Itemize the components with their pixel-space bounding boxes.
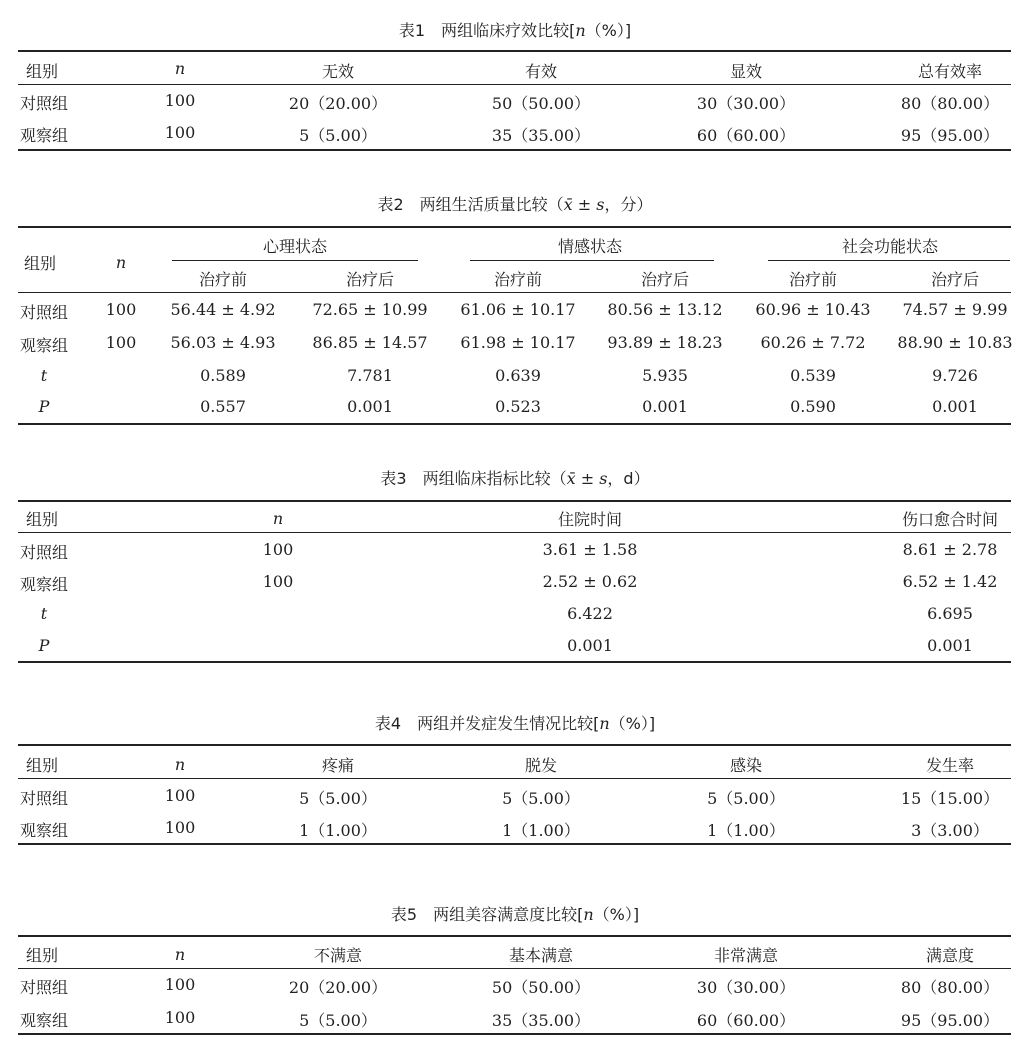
table2-cell: 0.639 — [495, 366, 541, 385]
table1-header-col: 无效 — [321, 62, 355, 81]
table2-row-label: t — [40, 366, 48, 385]
table2-cell: 0.589 — [200, 366, 246, 385]
table3-row-label: 对照组 — [20, 543, 69, 562]
table2-cell: 100 — [105, 300, 137, 319]
table2-cell: 61.06 ± 10.17 — [460, 300, 576, 319]
table2-sub-header: 治疗后 — [640, 270, 690, 289]
table4-top-rule — [18, 744, 1011, 746]
table5-cell: 20（20.00） — [288, 978, 388, 997]
table1-cell: 100 — [164, 123, 196, 142]
table2-cell: 0.557 — [200, 397, 246, 416]
table2-cell: 93.89 ± 18.23 — [607, 333, 723, 352]
table4-header-col: 疼痛 — [321, 756, 355, 775]
table4-cell: 3（3.00） — [911, 821, 989, 840]
table4-cell: 100 — [164, 818, 196, 837]
table5-cell: 80（80.00） — [900, 978, 1000, 997]
table4-bottom-rule — [18, 843, 1011, 845]
table3-cell: 0.001 — [567, 636, 613, 655]
table5-header-n: n — [174, 945, 186, 964]
table2-cell: 7.781 — [347, 366, 393, 385]
table2-cell: 74.57 ± 9.99 — [902, 300, 1008, 319]
table1-caption: 表1 两组临床疗效比较[n（%）] — [398, 21, 632, 40]
table2-header-n: n — [115, 253, 127, 272]
table2-cell: 56.44 ± 4.92 — [170, 300, 276, 319]
table4-header-col: 脱发 — [524, 756, 558, 775]
table4-cell: 1（1.00） — [707, 821, 785, 840]
table1-header-rule — [18, 84, 1011, 85]
table3-header-group: 组别 — [26, 510, 59, 529]
table2-cell: 0.539 — [790, 366, 836, 385]
table2-cell: 9.726 — [932, 366, 978, 385]
table5-row-label: 对照组 — [20, 978, 69, 997]
table2-cell: 0.001 — [642, 397, 688, 416]
table3-header-col: 住院时间 — [557, 510, 623, 529]
table4-header-group: 组别 — [26, 756, 59, 775]
table2-bottom-rule — [18, 423, 1011, 425]
table2-cell: 0.523 — [495, 397, 541, 416]
table5-cell: 100 — [164, 975, 196, 994]
table3-cell: 6.695 — [927, 604, 973, 623]
table2-header-group: 组别 — [24, 254, 57, 273]
table2-group-header: 心理状态 — [262, 237, 328, 256]
table3-cell: 100 — [262, 540, 294, 559]
table5-cell: 5（5.00） — [299, 1011, 377, 1030]
table4-row-label: 对照组 — [20, 789, 69, 808]
table2-cell: 0.590 — [790, 397, 836, 416]
table2-sub-header: 治疗前 — [788, 270, 838, 289]
table3-header-col: 伤口愈合时间 — [901, 510, 999, 529]
table4-cell: 5（5.00） — [502, 789, 580, 808]
table4-cell: 5（5.00） — [707, 789, 785, 808]
table2-caption: 表2 两组生活质量比较（x̄ ± s，分） — [377, 195, 653, 214]
table1-cell: 80（80.00） — [900, 94, 1000, 113]
table3-row-label: 观察组 — [20, 575, 69, 594]
table3-header-n: n — [272, 509, 284, 528]
table1-header-col: 显效 — [729, 62, 763, 81]
table2-group-header: 社会功能状态 — [841, 237, 939, 256]
table1-row-label: 观察组 — [20, 126, 69, 145]
table3-cell: 6.52 ± 1.42 — [902, 572, 998, 591]
table4-row-label: 观察组 — [20, 821, 69, 840]
table3-cell: 0.001 — [927, 636, 973, 655]
table5-row-label: 观察组 — [20, 1011, 69, 1030]
table3-caption: 表3 两组临床指标比较（x̄ ± s，d） — [380, 469, 650, 488]
table2-cell: 100 — [105, 333, 137, 352]
table3-row-label: t — [40, 604, 48, 623]
table5-header-col: 基本满意 — [508, 946, 574, 965]
table4-header-col: 发生率 — [925, 756, 975, 775]
table2-group-header: 情感状态 — [557, 237, 623, 256]
table2-group-underline — [470, 260, 714, 261]
table5-cell: 50（50.00） — [491, 978, 591, 997]
table1-row-label: 对照组 — [20, 94, 69, 113]
table2-row-label: 观察组 — [20, 336, 69, 355]
table2-header-rule — [18, 292, 1011, 293]
table2-sub-header: 治疗前 — [198, 270, 248, 289]
table1-cell: 20（20.00） — [288, 94, 388, 113]
table1-cell: 30（30.00） — [696, 94, 796, 113]
table2-cell: 86.85 ± 14.57 — [312, 333, 428, 352]
table2-cell: 0.001 — [347, 397, 393, 416]
table2-sub-header: 治疗前 — [493, 270, 543, 289]
table5-bottom-rule — [18, 1033, 1011, 1035]
table3-header-rule — [18, 532, 1011, 533]
table5-cell: 100 — [164, 1008, 196, 1027]
table4-header-n: n — [174, 755, 186, 774]
table4-cell: 5（5.00） — [299, 789, 377, 808]
table5-top-rule — [18, 935, 1011, 937]
table2-sub-header: 治疗后 — [345, 270, 395, 289]
table2-cell: 56.03 ± 4.93 — [170, 333, 276, 352]
table5-header-rule — [18, 968, 1011, 969]
table4-caption: 表4 两组并发症发生情况比较[n（%）] — [374, 714, 656, 733]
table2-row-label: P — [38, 397, 50, 416]
table2-sub-header: 治疗后 — [930, 270, 980, 289]
table3-cell: 8.61 ± 2.78 — [902, 540, 998, 559]
table5-header-col: 非常满意 — [713, 946, 779, 965]
table1-cell: 60（60.00） — [696, 126, 796, 145]
table1-header-col: 有效 — [524, 62, 558, 81]
table1-cell: 35（35.00） — [491, 126, 591, 145]
table5-cell: 95（95.00） — [900, 1011, 1000, 1030]
table2-cell: 0.001 — [932, 397, 978, 416]
table2-cell: 60.26 ± 7.72 — [760, 333, 866, 352]
table2-cell: 61.98 ± 10.17 — [460, 333, 576, 352]
table2-group-underline — [768, 260, 1010, 261]
table1-cell: 95（95.00） — [900, 126, 1000, 145]
table2-cell: 60.96 ± 10.43 — [755, 300, 871, 319]
table5-cell: 30（30.00） — [696, 978, 796, 997]
table1-cell: 5（5.00） — [299, 126, 377, 145]
table3-cell: 6.422 — [567, 604, 613, 623]
table4-cell: 15（15.00） — [900, 789, 1000, 808]
table4-cell: 100 — [164, 786, 196, 805]
table2-group-underline — [172, 260, 418, 261]
table5-cell: 35（35.00） — [491, 1011, 591, 1030]
table5-header-col: 满意度 — [925, 946, 975, 965]
table3-top-rule — [18, 500, 1011, 502]
table3-cell: 100 — [262, 572, 294, 591]
table2-row-label: 对照组 — [20, 303, 69, 322]
table3-row-label: P — [38, 636, 50, 655]
table3-cell: 2.52 ± 0.62 — [542, 572, 638, 591]
table5-header-col: 不满意 — [313, 946, 363, 965]
table4-cell: 1（1.00） — [502, 821, 580, 840]
table2-top-rule — [18, 226, 1011, 228]
table2-cell: 72.65 ± 10.99 — [312, 300, 428, 319]
table4-header-rule — [18, 778, 1011, 779]
table1-cell: 100 — [164, 91, 196, 110]
table5-cell: 60（60.00） — [696, 1011, 796, 1030]
table1-header-col: 总有效率 — [917, 62, 983, 81]
table1-bottom-rule — [18, 149, 1011, 151]
table5-caption: 表5 两组美容满意度比较[n（%）] — [390, 905, 640, 924]
table4-cell: 1（1.00） — [299, 821, 377, 840]
table3-bottom-rule — [18, 661, 1011, 663]
table4-header-col: 感染 — [729, 756, 763, 775]
table1-cell: 50（50.00） — [491, 94, 591, 113]
table5-header-group: 组别 — [26, 946, 59, 965]
table1-header-group: 组别 — [26, 62, 59, 81]
table2-cell: 80.56 ± 13.12 — [607, 300, 723, 319]
table2-cell: 5.935 — [642, 366, 688, 385]
table1-top-rule — [18, 50, 1011, 52]
table1-header-n: n — [174, 59, 186, 78]
table3-cell: 3.61 ± 1.58 — [542, 540, 638, 559]
table2-cell: 88.90 ± 10.83 — [897, 333, 1013, 352]
